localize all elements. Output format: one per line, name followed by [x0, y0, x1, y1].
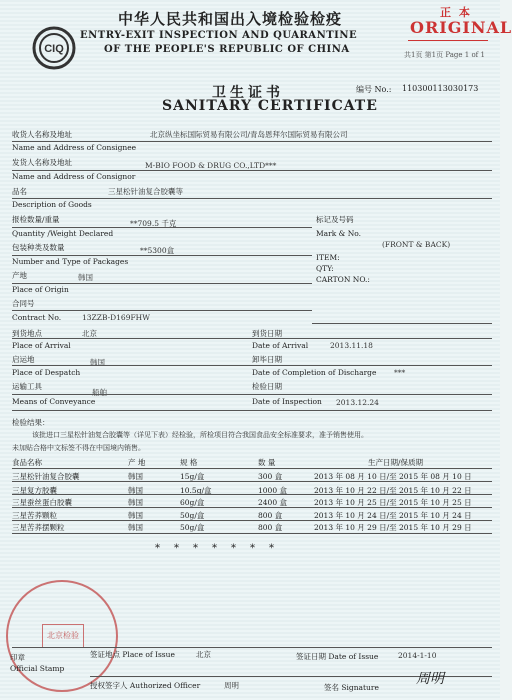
- packages-label-en: Number and Type of Packages: [12, 257, 129, 266]
- arrival-place-label-cn: 到货地点: [12, 329, 42, 338]
- divider: [12, 365, 492, 366]
- quantity-label-en: Quantity /Weight Declared: [12, 229, 114, 238]
- goods-value: 三星松针油复合胶囊等: [108, 187, 183, 196]
- original-mark-cn: 正 本: [440, 6, 472, 19]
- table-header-spec: 规 格: [180, 458, 198, 467]
- divider: [12, 310, 312, 311]
- quantity-value: **709.5 千克: [130, 219, 177, 228]
- results-line-1: 该批进口三星松针油复合胶囊等（详见下表）经检验，所检项目符合我国食品安全标准要求，准予销售使用。: [32, 431, 368, 439]
- issue-date-value: 2014-1-10: [398, 651, 437, 660]
- divider: [12, 647, 492, 648]
- quantity-label-cn: 报检数量/重量: [12, 215, 60, 224]
- row-name: 三星松针油复合胶囊: [12, 472, 80, 481]
- row-name: 三星苦荞颗粒: [12, 511, 57, 520]
- consignee-value: 北京纵坐标国际贸易有限公司/青岛恩拜尔国际贸易有限公司: [150, 130, 348, 139]
- discharge-value: ***: [394, 368, 406, 377]
- row-spec: 10.5g/盒: [180, 486, 212, 495]
- arrival-place-label-en: Place of Arrival: [12, 341, 71, 350]
- issue-place-value: 北京: [196, 650, 211, 659]
- table-header-name: 食品名称: [12, 458, 42, 467]
- conveyance-label-en: Means of Conveyance: [12, 397, 96, 406]
- results-line-2: 未加贴合格中文标签不得在中国境内销售。: [12, 444, 145, 452]
- certificate-number-label: 编号 No.:: [356, 85, 392, 94]
- signature: 周明: [416, 671, 444, 687]
- inspection-value: 2013.12.24: [336, 398, 379, 407]
- certificate-title-en: SANITARY CERTIFICATE: [162, 98, 378, 114]
- origin-label-cn: 产地: [12, 271, 27, 280]
- stamp-seal-text: 北京检验: [42, 624, 84, 648]
- mark-qty: QTY:: [316, 264, 334, 273]
- end-stars: *******: [155, 543, 288, 554]
- certificate-title-cn: 卫生证书: [212, 85, 284, 101]
- divider: [12, 520, 492, 521]
- inspection-label-cn: 检验日期: [252, 382, 282, 391]
- officer-label: 授权签字人 Authorized Officer: [90, 681, 201, 690]
- contract-label-en: Contract No.: [12, 313, 62, 322]
- arrival-date-label-en: Date of Arrival: [252, 341, 309, 350]
- goods-label-en: Description of Goods: [12, 200, 92, 209]
- despatch-label-cn: 启运地: [12, 355, 35, 364]
- mark-label-cn: 标记及号码: [316, 215, 354, 224]
- ciq-logo-icon: [32, 26, 76, 70]
- contract-label-cn: 合同号: [12, 299, 35, 308]
- divider: [12, 227, 312, 228]
- row-date: 2013 年 10 月 25 日/至 2015 年 10 月 25 日: [314, 498, 472, 507]
- row-date: 2013 年 10 月 24 日/至 2015 年 10 月 24 日: [314, 511, 472, 520]
- row-date: 2013 年 10 月 22 日/至 2015 年 10 月 22 日: [314, 486, 472, 495]
- divider: [12, 338, 492, 339]
- row-spec: 15g/盒: [180, 472, 205, 481]
- row-qty: 2400 盒: [258, 498, 287, 507]
- conveyance-label-cn: 运输工具: [12, 382, 42, 391]
- page-count: 共1页 第1页 Page 1 of 1: [404, 51, 485, 59]
- despatch-value: 韩国: [90, 358, 105, 367]
- consignee-label-en: Name and Address of Consignee: [12, 143, 137, 152]
- stamp-label-en: Official Stamp: [10, 664, 65, 673]
- arrival-place-value: 北京: [82, 329, 97, 338]
- row-date: 2013 年 10 月 29 日/至 2015 年 10 月 29 日: [314, 523, 472, 532]
- arrival-date-value: 2013.11.18: [330, 341, 373, 350]
- mark-value: (FRONT & BACK): [382, 240, 451, 249]
- arrival-date-label-cn: 到货日期: [252, 329, 282, 338]
- discharge-label-en: Date of Completion of Discharge: [252, 368, 377, 377]
- divider: [12, 410, 492, 411]
- row-name: 三星复方胶囊: [12, 486, 57, 495]
- table-header-date: 生产日期/保质期: [368, 458, 424, 467]
- row-origin: 韩国: [128, 498, 143, 507]
- signature-label: 签名 Signature: [324, 683, 379, 692]
- divider: [312, 323, 492, 324]
- consignor-label-en: Name and Address of Consignor: [12, 172, 136, 181]
- mark-carton: CARTON NO.:: [316, 275, 370, 284]
- divider: [12, 494, 492, 495]
- divider: [12, 283, 312, 284]
- inspection-label-en: Date of Inspection: [252, 397, 322, 406]
- officer-name: 周明: [224, 681, 239, 690]
- original-underline: [408, 40, 488, 41]
- row-spec: 60g/盒: [180, 498, 205, 507]
- row-origin: 韩国: [128, 511, 143, 520]
- divider: [12, 533, 492, 534]
- divider: [12, 141, 492, 142]
- row-qty: 1000 盒: [258, 486, 287, 495]
- divider: [12, 198, 492, 199]
- consignor-value: M-BIO FOOD & DRUG CO.,LTD***: [145, 161, 277, 170]
- original-mark-en: ORIGINAL: [410, 18, 512, 37]
- divider: [12, 507, 492, 508]
- table-header-origin: 产 地: [128, 458, 146, 467]
- row-qty: 800 盒: [258, 523, 283, 532]
- consignor-label-cn: 发货人名称及地址: [12, 158, 72, 167]
- results-label: 检验结果：: [12, 418, 50, 427]
- packages-value: **5300盒: [140, 246, 175, 255]
- certificate-number: 1103001130301​73: [402, 84, 479, 93]
- packages-label-cn: 包装种类及数量: [12, 243, 65, 252]
- row-origin: 韩国: [128, 523, 143, 532]
- divider: [12, 170, 492, 171]
- origin-value: 韩国: [78, 273, 93, 282]
- stamp-label-cn: 印章: [10, 653, 25, 662]
- discharge-label-cn: 卸毕日期: [252, 355, 282, 364]
- mark-item: ITEM:: [316, 253, 340, 262]
- divider: [12, 468, 492, 469]
- row-spec: 50g/盒: [180, 511, 205, 520]
- conveyance-value: 船舶: [92, 388, 107, 397]
- header-title-cn: 中华人民共和国出入境检验检疫: [118, 10, 343, 28]
- row-name: 三星蚕丝蛋白胶囊: [12, 498, 72, 507]
- table-header-qty: 数 量: [258, 458, 276, 467]
- divider: [12, 255, 312, 256]
- row-origin: 韩国: [128, 486, 143, 495]
- issue-place-label: 签证地点 Place of Issue: [90, 650, 175, 659]
- issue-date-label: 签证日期 Date of Issue: [296, 652, 379, 661]
- divider: [12, 481, 492, 482]
- despatch-label-en: Place of Despatch: [12, 368, 81, 377]
- svg-text:CIQ: CIQ: [44, 43, 64, 55]
- contract-value: 13ZZB-D169FHW: [82, 313, 150, 322]
- origin-label-en: Place of Origin: [12, 285, 69, 294]
- row-origin: 韩国: [128, 472, 143, 481]
- row-date: 2013 年 08 月 10 日/至 2015 年 08 月 10 日: [314, 472, 472, 481]
- divider: [12, 394, 492, 395]
- row-qty: 800 盒: [258, 511, 283, 520]
- header-title-en-2: OF THE PEOPLE'S REPUBLIC OF CHINA: [104, 44, 350, 55]
- row-name: 三星苦荞摆颗粒: [12, 523, 65, 532]
- goods-label-cn: 品名: [12, 187, 27, 196]
- header-title-en-1: ENTRY-EXIT INSPECTION AND QUARANTINE: [80, 30, 358, 41]
- consignee-label-cn: 收货人名称及地址: [12, 130, 72, 139]
- row-qty: 300 盒: [258, 472, 283, 481]
- mark-label-en: Mark & No.: [316, 229, 362, 238]
- row-spec: 50g/盒: [180, 523, 205, 532]
